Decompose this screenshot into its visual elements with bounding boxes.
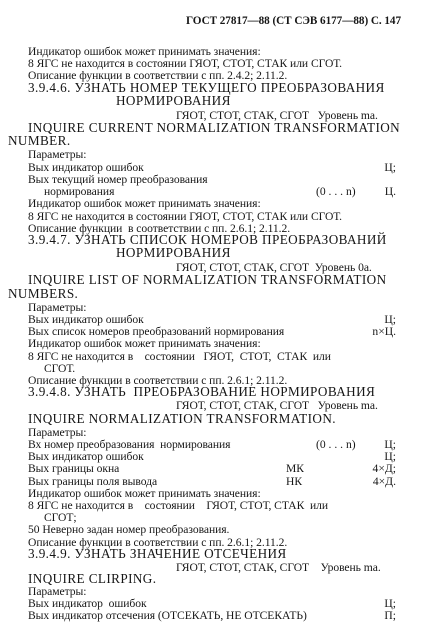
param-range: (0 . . . n): [316, 185, 356, 198]
param-type: 4×Д;: [372, 462, 396, 475]
param-type: Ц.: [384, 185, 396, 198]
english-title: INQUIRE CURRENT NORMALIZATION TRANSFORMATION: [28, 120, 401, 135]
params-label: Параметры:: [28, 426, 87, 439]
params-label: Параметры:: [28, 585, 87, 598]
text-line: 8 ЯГС не находится в состоянии ГЯОТ, СТОТ, СТАК или: [28, 350, 331, 363]
param-code: НК: [286, 475, 303, 488]
section-heading: 3.9.4.9. УЗНАТЬ ЗНАЧЕНИЕ ОТСЕЧЕНИЯ: [28, 546, 287, 561]
param-type: Ц;: [384, 438, 396, 451]
text-line: 8 ЯГС не находится в состоянии ГЯОТ, СТОТ, СТАК или: [28, 499, 329, 512]
english-title: INQUIRE NORMALIZATION TRANSFORMATION.: [28, 411, 336, 426]
param-line: Вых индикатор отсечения (ОТСЕКАТЬ, НЕ ОТСЕКАТЬ): [28, 609, 307, 622]
text-line-cont: СГОТ;: [44, 511, 77, 524]
state-level-line: ГЯОТ, СТОТ, СТАК, СГОТ Уровень 0а.: [176, 261, 372, 274]
english-title-cont: NUMBERS.: [8, 286, 79, 301]
param-type: n×Ц.: [372, 325, 396, 338]
param-line: Вых границы поля вывода: [28, 475, 158, 488]
params-label: Параметры:: [28, 301, 87, 314]
param-range: (0 . . . n): [316, 438, 356, 451]
text-line: Индикатор ошибок может принимать значения:: [28, 487, 261, 500]
state-level-line: ГЯОТ, СТОТ, СТАК, СГОТ Уровень ma.: [176, 561, 381, 574]
param-line: Вх номер преобразования нормирования: [28, 438, 231, 451]
english-title: INQUIRE CLIRPING.: [28, 571, 157, 586]
text-line: Индикатор ошибок может принимать значения:: [28, 337, 261, 350]
text-line: 8 ЯГС не находится в состоянии ГЯОТ, СТОТ, СТАК или СГОТ.: [28, 57, 343, 70]
section-heading: 3.9.4.7. УЗНАТЬ СПИСОК НОМЕРОВ ПРЕОБРАЗОВАНИЙ: [28, 232, 387, 247]
params-label: Параметры:: [28, 148, 87, 161]
param-line-cont: нормирования: [44, 185, 115, 198]
text-line: Описание функции в соответствии с пп. 2.6.1; 2.11.2.: [28, 222, 291, 235]
text-line: Описание функции в соответствии с пп. 2.6.1; 2.11.2.: [28, 536, 288, 549]
param-type: Ц;: [384, 161, 396, 174]
text-line: Индикатор ошибок может принимать значения:: [28, 45, 261, 58]
text-line: Описание функции в соответствии с пп. 2.6.1; 2.11.2.: [28, 374, 288, 387]
state-level-line: ГЯОТ, СТОТ, СТАК, СГОТ Уровень ma.: [176, 109, 378, 122]
param-line: Вых индикатор ошибок: [28, 313, 144, 326]
section-heading-cont: НОРМИРОВАНИЯ: [116, 245, 231, 260]
param-line: Вых индикатор ошибок: [28, 450, 144, 463]
param-line: Вых текущий номер преобразования: [28, 173, 208, 186]
param-line: Вых границы окна: [28, 462, 120, 475]
section-heading-cont: НОРМИРОВАНИЯ: [116, 93, 231, 108]
text-line: 50 Неверно задан номер преобразования.: [28, 523, 230, 536]
section-heading: 3.9.4.8. УЗНАТЬ ПРЕОБРАЗОВАНИЕ НОРМИРОВАНИЯ: [28, 384, 376, 399]
param-type: Ц;: [384, 597, 396, 610]
param-type: Ц;: [384, 450, 396, 463]
text-line: Индикатор ошибок может принимать значения:: [28, 197, 261, 210]
param-line: Вых список номеров преобразований нормирования: [28, 325, 285, 338]
param-type: П;: [384, 609, 396, 622]
text-line-cont: СГОТ.: [44, 362, 76, 375]
param-code: МК: [286, 462, 305, 475]
param-line: Вых индикатор ошибок: [28, 161, 144, 174]
param-type: 4×Д.: [372, 475, 396, 488]
text-line: Описание функции в соответствии с пп. 2.4.2; 2.11.2.: [28, 69, 288, 82]
param-type: Ц;: [384, 313, 396, 326]
section-heading: 3.9.4.6. УЗНАТЬ НОМЕР ТЕКУЩЕГО ПРЕОБРАЗОВАНИЯ: [28, 80, 385, 95]
page-header: ГОСТ 27817—88 (СТ СЭВ 6177—88) С. 147: [186, 15, 402, 27]
param-line: Вых индикатор ошибок: [28, 597, 147, 610]
text-line: 8 ЯГС не находится в состоянии ГЯОТ, СТОТ, СТАК или СГОТ.: [28, 210, 343, 223]
english-title: INQUIRE LIST OF NORMALIZATION TRANSFORMATION: [28, 272, 387, 287]
state-level-line: ГЯОТ, СТОТ, СТАК, СГОТ Уровень ma.: [176, 399, 378, 412]
english-title-cont: NUMBER.: [8, 133, 71, 148]
